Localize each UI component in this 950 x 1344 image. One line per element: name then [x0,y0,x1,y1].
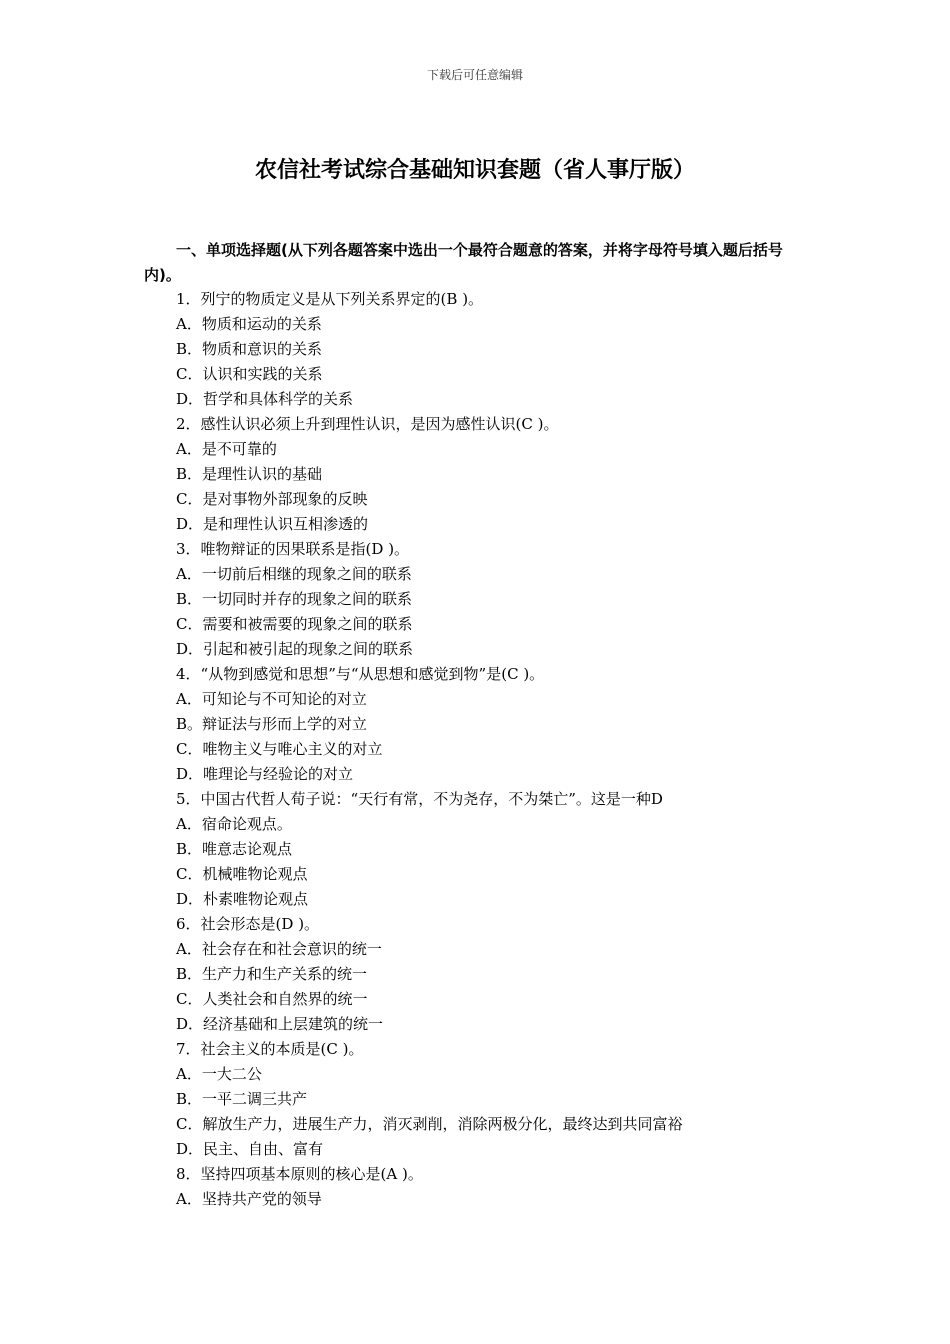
answer-option: B．一切同时并存的现象之间的联系 [176,590,413,608]
answer-option: D．朴素唯物论观点 [176,890,309,908]
question-line: 1．列宁的物质定义是从下列关系界定的(B )。 [176,290,484,308]
answer-option: A．一切前后相继的现象之间的联系 [176,565,412,583]
page-header: 下载后可任意编辑 [426,68,523,82]
answer-option: B。辩证法与形而上学的对立 [176,715,368,733]
answer-option: B．是理性认识的基础 [176,465,323,483]
answer-option: C．解放生产力，进展生产力，消灭剥削，消除两极分化，最终达到共同富裕 [176,1115,683,1133]
answer-option: B．生产力和生产关系的统一 [176,965,368,983]
question-line: 7．社会主义的本质是(C )。 [176,1040,364,1058]
answer-option: A．可知论与不可知论的对立 [176,690,367,708]
section-heading: 一、单项选择题(从下列各题答案中选出一个最符合题意的答案，并将字母符号填入题后括号内)。 [144,241,783,284]
answer-option: C．需要和被需要的现象之间的联系 [176,615,413,633]
question-line: 3．唯物辩证的因果联系是指(D )。 [176,540,410,558]
answer-option: D．引起和被引起的现象之间的联系 [176,640,414,658]
question-line: 5．中国古代哲人荀子说：“天行有常，不为尧存，不为桀亡”。这是一种D [176,790,663,808]
answer-option: D．哲学和具体科学的关系 [176,390,354,408]
answer-option: A．社会存在和社会意识的统一 [176,940,382,958]
answer-option: D．经济基础和上层建筑的统一 [176,1015,384,1033]
document-title: 农信社考试综合基础知识套题（省人事厅版） [254,158,695,183]
question-line: 4．“从物到感觉和思想”与“从思想和感觉到物”是(C )。 [176,665,545,683]
answer-option: B．物质和意识的关系 [176,340,323,358]
answer-option: A．宿命论观点。 [176,815,292,833]
answer-option: C．人类社会和自然界的统一 [176,990,368,1008]
answer-option: B．一平二调三共产 [176,1090,308,1108]
answer-option: D．唯理论与经验论的对立 [176,765,354,783]
question-line: 6．社会形态是(D )。 [176,915,320,933]
answer-option: A．是不可靠的 [176,440,277,458]
question-line: 8．坚持四项基本原则的核心是(A )。 [176,1165,423,1183]
answer-option: D．民主、自由、富有 [176,1140,324,1158]
answer-option: A．物质和运动的关系 [176,315,322,333]
answer-option: C．唯物主义与唯心主义的对立 [176,740,383,758]
answer-option: A．一大二公 [176,1065,262,1083]
question-line: 2．感性认识必须上升到理性认识，是因为感性认识(C )。 [176,415,559,433]
answer-option: C．机械唯物论观点 [176,865,308,883]
answer-option: C．是对事物外部现象的反映 [176,490,368,508]
answer-option: C．认识和实践的关系 [176,365,323,383]
answer-option: A．坚持共产党的领导 [176,1190,322,1208]
question-list [176,287,816,1212]
answer-option: B．唯意志论观点 [176,840,293,858]
answer-option: D．是和理性认识互相渗透的 [176,515,369,533]
